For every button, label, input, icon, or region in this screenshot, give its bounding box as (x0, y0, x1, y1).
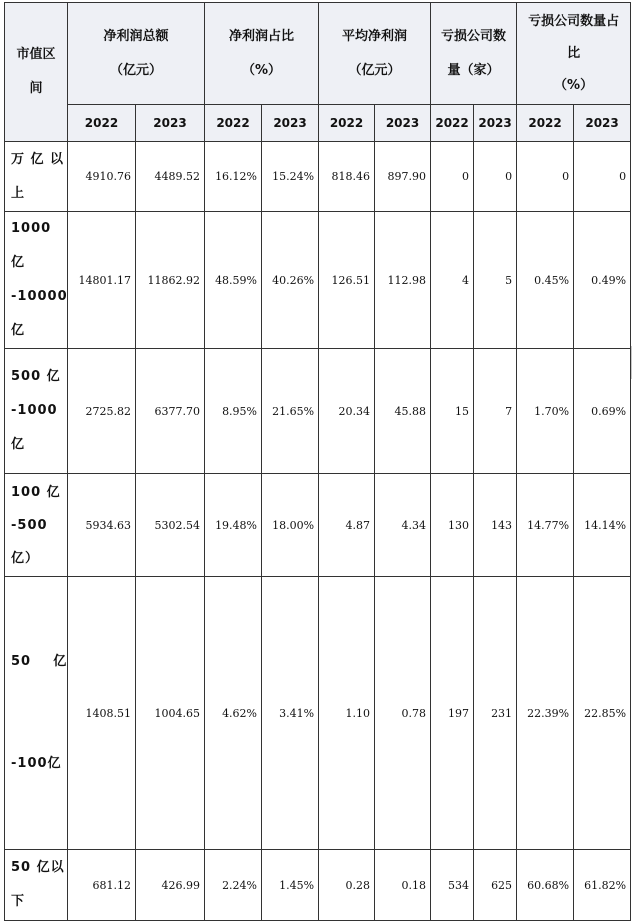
header-net-profit-share (205, 3, 319, 105)
row-label-line: 50 亿 (11, 654, 68, 669)
header-net-profit-total-line2: （亿元） (110, 62, 163, 78)
year-cell: 2022 (205, 105, 262, 142)
row-label-line: 亿） (11, 550, 40, 566)
row-label (5, 212, 68, 349)
cell-loss-count-2023: 231 (474, 577, 517, 850)
cell-loss-count-2022: 197 (431, 577, 474, 850)
cell-loss-count-2023: 143 (474, 474, 517, 577)
header-row-1 (5, 3, 631, 105)
cell-share-2022: 16.12% (205, 142, 262, 212)
cell-share-2023: 21.65% (262, 349, 319, 474)
cell-loss-share-2022: 60.68% (517, 850, 574, 921)
row-label-line: 上 (11, 185, 26, 201)
cell-loss-count-2023: 5 (474, 212, 517, 349)
cell-avg-2023: 897.90 (375, 142, 431, 212)
table-row (5, 850, 631, 921)
cell-net-profit-2022: 14801.17 (68, 212, 136, 349)
row-label-line: 100 亿 (11, 484, 61, 500)
header-row-years (5, 105, 631, 142)
year-cell: 2023 (136, 105, 205, 142)
row-label (5, 349, 68, 474)
header-range (5, 3, 68, 142)
cell-avg-2023: 0.18 (375, 850, 431, 921)
cell-net-profit-2022: 4910.76 (68, 142, 136, 212)
row-label-line: 亿 (11, 437, 26, 452)
cell-avg-2022: 20.34 (319, 349, 375, 474)
cell-share-2022: 8.95% (205, 349, 262, 474)
header-avg-net-profit-line2: （亿元） (348, 62, 401, 78)
row-label-line: 1000 亿 (11, 221, 52, 270)
cell-loss-share-2023: 14.14% (574, 474, 631, 577)
row-label-line: 500 亿 (11, 369, 61, 384)
cell-net-profit-2022: 2725.82 (68, 349, 136, 474)
header-loss-count (431, 3, 517, 105)
header-avg-net-profit-line1: 平均净利润 (342, 28, 408, 44)
header-loss-count-line1: 亏损公司数 (441, 28, 507, 44)
cell-avg-2023: 0.78 (375, 577, 431, 850)
cell-net-profit-2023: 4489.52 (136, 142, 205, 212)
row-label-line: 万 亿 以 (11, 151, 65, 167)
cell-net-profit-2022: 5934.63 (68, 474, 136, 577)
cell-loss-count-2022: 4 (431, 212, 474, 349)
year-cell: 2023 (262, 105, 319, 142)
header-net-profit-share-line2: （%） (242, 62, 282, 78)
cell-loss-share-2022: 0 (517, 142, 574, 212)
header-loss-share-line1: 亏损公司数量占 (528, 13, 620, 29)
cell-loss-share-2023: 0.69% (574, 349, 631, 474)
table-row (5, 474, 631, 577)
cell-net-profit-2023: 6377.70 (136, 349, 205, 474)
cell-loss-count-2023: 7 (474, 349, 517, 474)
header-net-profit-total-line1: 净利润总额 (103, 28, 169, 44)
year-cell: 2023 (474, 105, 517, 142)
cell-net-profit-2023: 5302.54 (136, 474, 205, 577)
cell-avg-2023: 112.98 (375, 212, 431, 349)
cell-avg-2022: 818.46 (319, 142, 375, 212)
row-label (5, 474, 68, 577)
table-row (5, 577, 631, 850)
cell-net-profit-2023: 426.99 (136, 850, 205, 921)
row-label (5, 142, 68, 212)
cell-avg-2022: 1.10 (319, 577, 375, 850)
year-cell: 2022 (68, 105, 136, 142)
cell-loss-share-2023: 0 (574, 142, 631, 212)
row-label-line: 下 (11, 894, 26, 909)
cell-avg-2022: 4.87 (319, 474, 375, 577)
row-label-line: -10000 (11, 289, 68, 304)
header-range-line1: 市值区 (16, 47, 56, 62)
table-row (5, 142, 631, 212)
cell-avg-2022: 126.51 (319, 212, 375, 349)
cell-share-2023: 1.45% (262, 850, 319, 921)
cell-loss-count-2022: 0 (431, 142, 474, 212)
header-loss-share-line2: 比 (567, 45, 581, 61)
year-cell: 2022 (517, 105, 574, 142)
cell-net-profit-2023: 11862.92 (136, 212, 205, 349)
year-cell: 2022 (431, 105, 474, 142)
header-loss-share (517, 3, 631, 105)
cell-loss-share-2022: 22.39% (517, 577, 574, 850)
cell-share-2022: 48.59% (205, 212, 262, 349)
cell-share-2022: 19.48% (205, 474, 262, 577)
cell-loss-share-2023: 0.49% (574, 212, 631, 349)
year-cell: 2023 (574, 105, 631, 142)
cell-loss-share-2022: 0.45% (517, 212, 574, 349)
cell-share-2023: 18.00% (262, 474, 319, 577)
cell-share-2023: 15.24% (262, 142, 319, 212)
cell-loss-share-2023: 61.82% (574, 850, 631, 921)
cell-share-2023: 3.41% (262, 577, 319, 850)
cell-net-profit-2022: 681.12 (68, 850, 136, 921)
cell-loss-share-2022: 1.70% (517, 349, 574, 474)
table-row (5, 349, 631, 474)
cell-loss-count-2022: 15 (431, 349, 474, 474)
cell-share-2023: 40.26% (262, 212, 319, 349)
row-label-line: -1000 (11, 403, 58, 418)
table-row (5, 212, 631, 349)
cell-loss-count-2023: 0 (474, 142, 517, 212)
header-range-line2: 间 (29, 81, 43, 96)
row-label-line: -500 (11, 517, 48, 533)
cell-net-profit-2023: 1004.65 (136, 577, 205, 850)
row-label-line: 亿 (11, 323, 26, 338)
header-net-profit-share-line1: 净利润占比 (229, 28, 295, 44)
cell-avg-2023: 4.34 (375, 474, 431, 577)
cell-net-profit-2022: 1408.51 (68, 577, 136, 850)
cell-avg-2023: 45.88 (375, 349, 431, 474)
cell-loss-count-2022: 534 (431, 850, 474, 921)
header-loss-count-line2: 量（家） (447, 62, 500, 78)
row-label (5, 850, 68, 921)
cell-loss-count-2023: 625 (474, 850, 517, 921)
cell-avg-2022: 0.28 (319, 850, 375, 921)
row-label-line: -100亿 (11, 756, 62, 771)
row-label (5, 577, 68, 850)
row-label-line: 50 亿以 (11, 860, 65, 875)
cell-share-2022: 2.24% (205, 850, 262, 921)
header-loss-share-line3: （%） (554, 77, 594, 93)
header-avg-net-profit (319, 3, 431, 105)
year-cell: 2023 (375, 105, 431, 142)
cell-loss-share-2022: 14.77% (517, 474, 574, 577)
year-cell: 2022 (319, 105, 375, 142)
cell-loss-share-2023: 22.85% (574, 577, 631, 850)
cell-loss-count-2022: 130 (431, 474, 474, 577)
cell-share-2022: 4.62% (205, 577, 262, 850)
net-profit-by-market-cap-table (4, 2, 631, 921)
header-net-profit-total (68, 3, 205, 105)
